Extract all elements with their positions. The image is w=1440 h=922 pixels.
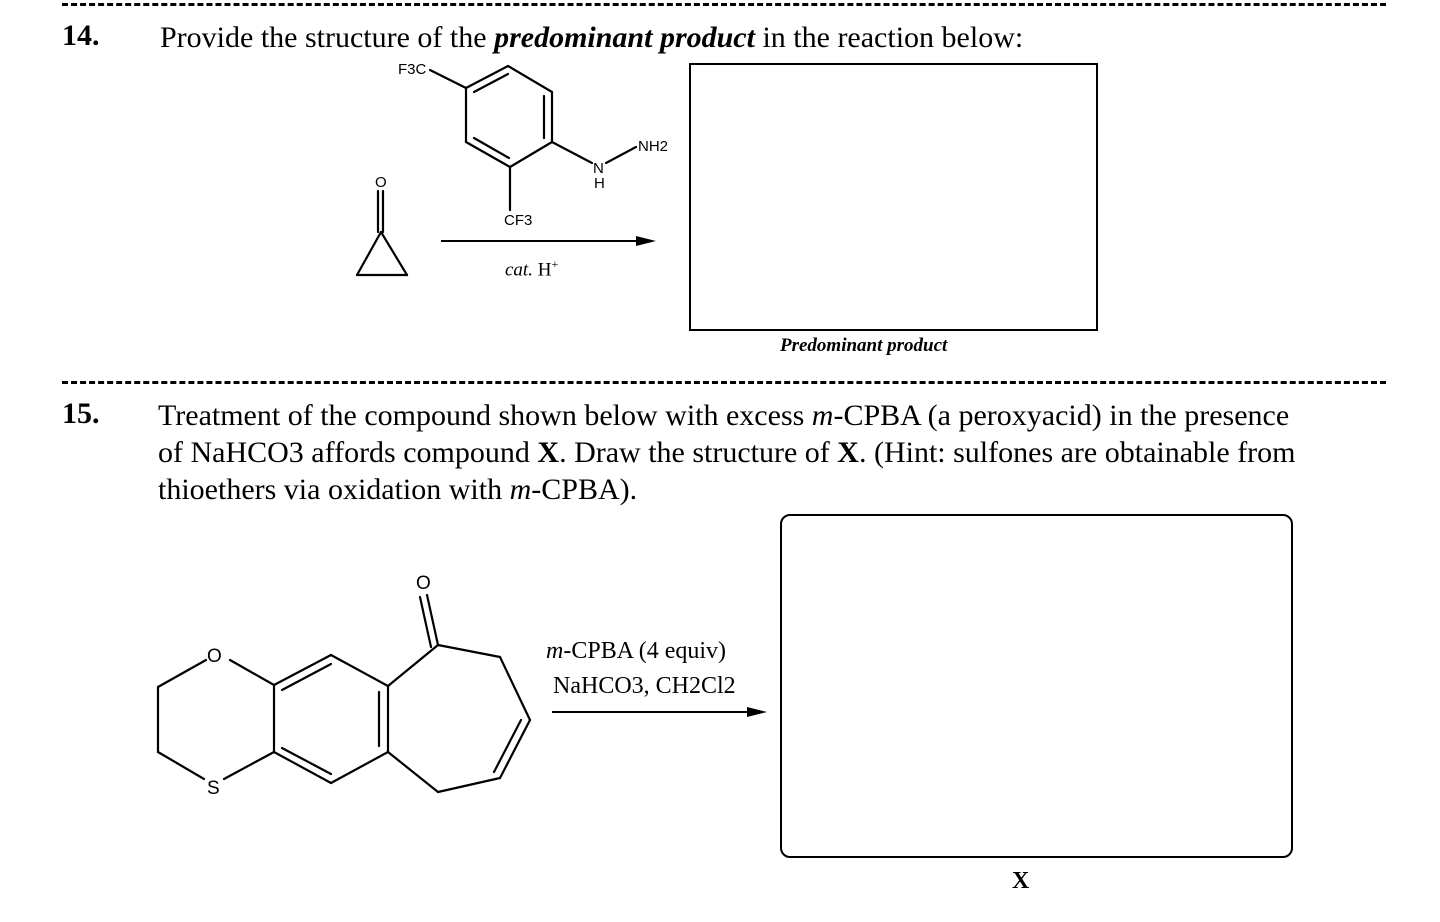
q15-answer-caption: X [1012,868,1030,894]
q15-line3-pre: thioethers via oxidation with [158,473,510,506]
q15-line1-post: -CPBA (a peroxyacid) in the presence [833,399,1290,432]
q15-reagent-line-2: NaHCO3, CH2Cl2 [553,673,736,699]
atom-cf3: CF3 [504,212,533,229]
atom-f3c: F3C [398,61,427,78]
q15-line1-pre: Treatment of the compound shown below with excess [158,399,812,432]
q14-reagent-h: H [532,259,552,281]
q14-reagent-cat: cat. [505,259,533,281]
atom-n: N [593,160,604,177]
q15-line1-m: m [811,399,834,432]
question-14-number: 14. [62,19,100,52]
q15-arrow-head [747,707,767,717]
q15-line3-post: -CPBA). [531,473,638,506]
q14-text-pre: Provide the structure of the [160,21,495,54]
q14-reagent-plus: + [551,257,559,271]
atom-o: O [375,174,387,191]
q15-line2-x: X [537,436,560,469]
question-15-number: 15. [62,397,100,430]
tricyclic-ketone-structure [158,595,530,792]
atom-o-ketone: O [416,573,431,594]
atom-s-ring: S [207,778,220,799]
q14-answer-caption: Predominant product [780,335,948,356]
q15-line2-c: . (Hint: sulfones are obtainable from [858,436,1296,469]
q15-answer-box[interactable] [780,514,1293,858]
atom-h: H [594,175,605,192]
q15-reagent-line-1 [546,638,726,665]
atom-o-ring: O [207,646,222,667]
atom-nh2: NH2 [638,138,669,155]
q15-line2-b: . Draw the structure of [559,436,838,469]
q15-reagent-m: m [546,638,564,664]
q15-line3-m: m [509,473,532,506]
q15-line2-a: of NaHCO3 affords compound [158,436,538,469]
q14-text-emphasis: predominant product [494,21,755,54]
q14-text-post: in the reaction below: [754,21,1024,54]
q15-reagent-mcpba: -CPBA (4 equiv) [563,638,727,664]
q15-line2-x2: X [837,436,859,469]
